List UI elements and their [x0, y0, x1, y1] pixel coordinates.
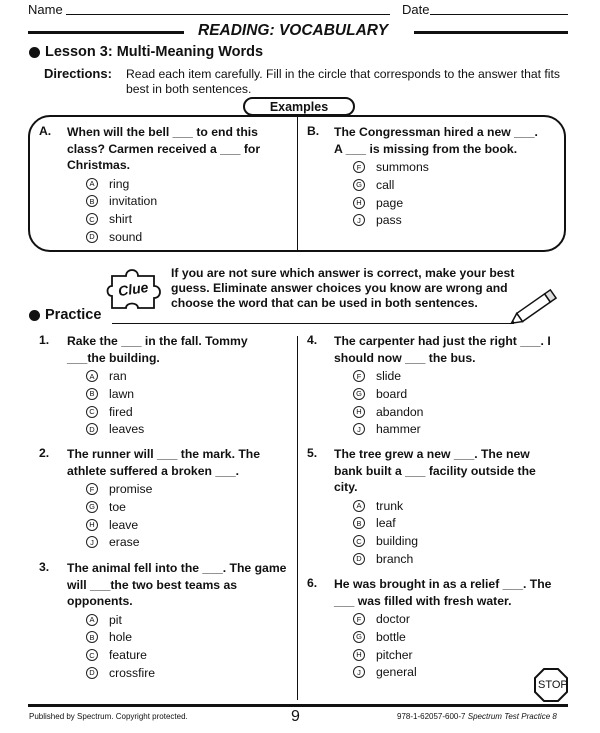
answer-text: branch	[376, 551, 414, 566]
answer-text: erase	[109, 535, 140, 550]
question-number: 2.	[39, 446, 50, 460]
answer-option[interactable]	[86, 368, 127, 384]
question-number: 3.	[39, 560, 50, 574]
footer-rule	[28, 704, 568, 707]
answer-option[interactable]	[353, 386, 407, 402]
answer-text: board	[376, 386, 408, 401]
question-text-line: The carpenter had just the right ___. I	[334, 334, 551, 348]
question-text-line: He was brought in as a relief ___. The	[334, 577, 552, 591]
practice-divider	[297, 336, 298, 700]
answer-bubble[interactable]: J	[353, 423, 365, 435]
name-line[interactable]	[66, 14, 390, 15]
answer-bubble[interactable]: G	[353, 179, 365, 191]
answer-text: general	[376, 665, 417, 680]
answer-bubble[interactable]: H	[353, 649, 365, 661]
answer-text: toe	[109, 499, 126, 514]
answer-text: ring	[109, 176, 130, 191]
answer-text: call	[376, 177, 395, 192]
question-text-line: A ___ is missing from the book.	[334, 141, 518, 156]
answer-option[interactable]	[86, 665, 155, 681]
answer-option[interactable]	[353, 404, 423, 420]
footer-book-title: Spectrum Test Practice 8	[467, 712, 557, 721]
examples-divider	[297, 117, 298, 250]
answer-text: pass	[376, 213, 402, 228]
question-text-line: should now ___ the bus.	[334, 350, 476, 365]
answer-bubble[interactable]: A	[86, 614, 98, 626]
answer-text: ran	[109, 369, 127, 383]
answer-option[interactable]	[86, 517, 138, 533]
answer-bubble[interactable]: H	[353, 406, 365, 418]
title-rule-right	[414, 31, 568, 34]
answer-text: sound	[109, 229, 143, 244]
question-text-line: Rake the ___ in the fall. Tommy	[67, 334, 248, 348]
pencil-icon	[510, 282, 562, 330]
answer-option[interactable]	[353, 515, 396, 531]
answer-text: abandon	[376, 404, 424, 419]
question-text-line: ___the building.	[67, 350, 160, 365]
examples-tab	[243, 97, 355, 116]
clue-line-2: guess. Eliminate answer choices you know are wrong and	[171, 281, 508, 295]
answer-text: hole	[109, 630, 133, 645]
answer-text: summons	[376, 160, 429, 174]
answer-bubble[interactable]: D	[86, 231, 98, 243]
answer-text: pitcher	[376, 647, 413, 662]
answer-bubble[interactable]: D	[86, 667, 98, 679]
answer-text: trunk	[376, 498, 404, 513]
answer-option[interactable]	[353, 664, 417, 680]
answer-bubble[interactable]: H	[86, 519, 98, 531]
question-text-line: The runner will ___ the mark. The	[67, 447, 261, 461]
answer-text: page	[376, 195, 404, 210]
footer-copyright: Published by Spectrum. Copyright protected.	[29, 712, 188, 721]
answer-bubble[interactable]: C	[353, 535, 365, 547]
practice-heading	[29, 307, 101, 323]
answer-option[interactable]	[353, 551, 413, 567]
answer-option[interactable]	[353, 195, 403, 211]
answer-bubble[interactable]: G	[353, 631, 365, 643]
answer-bubble[interactable]: B	[86, 631, 98, 643]
lesson-title-text: Lesson 3: Multi-Meaning Words	[45, 44, 264, 60]
answer-bubble[interactable]: G	[86, 501, 98, 513]
answer-text: bottle	[376, 629, 406, 644]
answer-option[interactable]	[86, 499, 126, 515]
question-text-line: opponents.	[67, 594, 133, 608]
answer-option[interactable]	[86, 421, 144, 437]
answer-bubble[interactable]: B	[86, 388, 98, 400]
clue-label: Clue	[117, 278, 150, 300]
answer-text: shirt	[109, 212, 133, 227]
answer-text: leaf	[376, 516, 396, 531]
directions-label: Directions:	[44, 66, 112, 81]
answer-option[interactable]	[353, 498, 403, 514]
answer-text: feature	[109, 648, 147, 663]
answer-text: doctor	[376, 612, 410, 626]
answer-text: leaves	[109, 422, 145, 437]
answer-option[interactable]	[86, 612, 122, 628]
answer-bubble[interactable]: F	[86, 483, 98, 495]
date-line[interactable]	[430, 14, 568, 15]
question-text-line: bank built a ___ facility outside the	[334, 463, 536, 478]
question-number: 5.	[307, 446, 318, 460]
answer-option[interactable]	[353, 647, 413, 663]
answer-option[interactable]	[353, 533, 418, 549]
question-number: 6.	[307, 576, 318, 590]
question-text-line: The Congressman hired a new ___.	[334, 125, 538, 139]
answer-option[interactable]	[86, 534, 140, 550]
clue-line-1: If you are not sure which answer is correct, make your best	[171, 266, 515, 280]
question-number: 4.	[307, 333, 318, 347]
answer-option[interactable]	[86, 229, 142, 245]
practice-rule	[112, 323, 514, 324]
bullet-icon	[29, 310, 40, 321]
directions-line-1: Read each item carefully. Fill in the circle that corresponds to the answer that fits	[126, 67, 560, 81]
answer-bubble[interactable]: J	[353, 214, 365, 226]
answer-bubble[interactable]: J	[86, 536, 98, 548]
answer-option[interactable]	[86, 193, 157, 209]
answer-option[interactable]	[86, 481, 152, 497]
question-text-line: city.	[334, 480, 358, 494]
answer-option[interactable]	[353, 212, 402, 228]
question-text-line: The tree grew a new ___. The new	[334, 447, 530, 461]
answer-bubble[interactable]: A	[86, 178, 98, 190]
question-number: B.	[307, 124, 320, 138]
answer-option[interactable]	[353, 177, 394, 193]
bullet-icon	[29, 47, 40, 58]
answer-bubble[interactable]: B	[86, 195, 98, 207]
answer-option[interactable]	[353, 611, 410, 627]
answer-bubble[interactable]: H	[353, 197, 365, 209]
answer-bubble[interactable]: D	[86, 423, 98, 435]
answer-option[interactable]	[353, 159, 429, 175]
answer-option[interactable]	[353, 421, 421, 437]
answer-text: invitation	[109, 194, 158, 209]
answer-bubble[interactable]: B	[353, 517, 365, 529]
answer-option[interactable]	[86, 629, 132, 645]
footer-right	[397, 712, 557, 721]
answer-bubble[interactable]: C	[86, 213, 98, 225]
answer-bubble[interactable]: F	[353, 370, 365, 382]
page-title: READING: VOCABULARY	[198, 22, 389, 39]
answer-option[interactable]	[86, 647, 147, 663]
answer-text: slide	[376, 369, 402, 383]
examples-label: Examples	[269, 99, 329, 114]
practice-label: Practice	[45, 307, 102, 323]
answer-bubble[interactable]: G	[353, 388, 365, 400]
question-text-line: will ___the two best teams as	[67, 577, 238, 592]
page-number: 9	[291, 708, 300, 725]
date-label: Date	[402, 2, 430, 17]
answer-bubble[interactable]: C	[86, 649, 98, 661]
answer-text: crossfire	[109, 665, 156, 680]
question-text-line: When will the bell ___ to end this	[67, 125, 258, 139]
answer-option[interactable]	[353, 629, 406, 645]
answer-bubble[interactable]: A	[353, 500, 365, 512]
answer-text: building	[376, 534, 419, 549]
answer-bubble[interactable]: D	[353, 553, 365, 565]
question-text-line: class? Carmen received a ___ for	[67, 141, 261, 156]
lesson-title	[29, 44, 263, 60]
answer-text: pit	[109, 612, 122, 627]
answer-option[interactable]	[86, 404, 133, 420]
stop-label: STOP	[538, 679, 568, 691]
answer-option[interactable]	[86, 211, 132, 227]
answer-text: leave	[109, 517, 139, 532]
name-label: Name	[28, 2, 63, 17]
question-number: 1.	[39, 333, 50, 347]
answer-option[interactable]	[86, 386, 134, 402]
question-text-line: Christmas.	[67, 158, 130, 172]
answer-option[interactable]	[353, 368, 401, 384]
answer-option[interactable]	[86, 176, 129, 192]
directions-line-2: best in both sentences.	[126, 82, 252, 96]
clue-line-3: choose the word that can be used in both sentences.	[171, 296, 478, 310]
question-number: A.	[39, 124, 52, 138]
answer-bubble[interactable]: C	[86, 406, 98, 418]
question-text-line: ___ was filled with fresh water.	[334, 593, 512, 608]
footer-isbn: 978-1-62057-600-7	[397, 712, 466, 721]
answer-text: promise	[109, 482, 153, 496]
answer-bubble[interactable]: J	[353, 666, 365, 678]
answer-bubble[interactable]: F	[353, 161, 365, 173]
answer-text: lawn	[109, 386, 135, 401]
title-rule-left	[28, 31, 184, 34]
answer-bubble[interactable]: A	[86, 370, 98, 382]
answer-bubble[interactable]: F	[353, 613, 365, 625]
answer-text: fired	[109, 404, 133, 419]
question-text-line: The animal fell into the ___. The game	[67, 561, 287, 575]
answer-text: hammer	[376, 422, 421, 437]
question-text-line: athlete suffered a broken ___.	[67, 463, 240, 478]
